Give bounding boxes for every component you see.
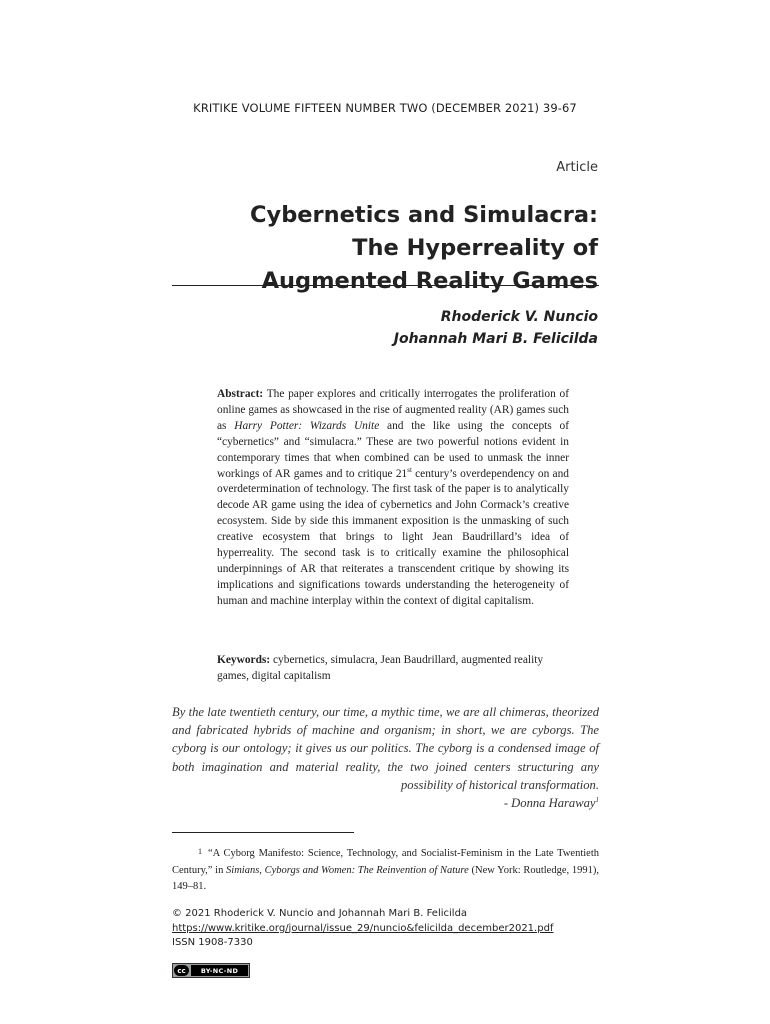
keywords-text: cybernetics, simulacra, Jean Baudrillard, augmented reality games, digital capitalism	[217, 654, 544, 682]
title-line-2: The Hyperreality of	[352, 235, 598, 261]
epigraph-quote: By the late twentieth century, our time, a mythic time, we are all chimeras, theorized and fabricated hybrids of machine and organism; in short, we are cyborgs. The cyborg is our ontology; it gives us our politics. The cyborg is a condensed image of both imagination and material reality, the two joined centers structuring any possibility of historical transformation.	[172, 705, 599, 792]
abstract-label: Abstract:	[217, 388, 264, 400]
copyright-block	[172, 907, 553, 951]
abstract	[217, 387, 569, 610]
footnote-number: 1	[198, 847, 202, 856]
footnote-text-1: “A Cyborg Manifesto: Science, Technology, and Socialist-Feminism in the Late Twentieth Century,” in	[172, 848, 599, 876]
footnote-book-title: Simians, Cyborgs and Women: The Reinvention of Nature	[226, 864, 469, 876]
article-title	[158, 199, 598, 298]
issn: ISSN 1908-7330	[172, 937, 253, 948]
cc-license-badge[interactable]	[172, 963, 250, 978]
epigraph-attribution-line	[172, 794, 599, 812]
abstract-text-3: century’s overdependency on and overdetermination of technology. The first task of the paper is to analytically decode AR game using the idea of cybernetics and John Cormack’s creative ecosystem. Side by side this immanent exposition is the unmasking of such creative ecosystem that brings to light Jean Baudrillard’s idea of hyperreality. The second task is to critically examine the philosophical underpinnings of AR that reiterates a transcendent critique by showing its implications and significations towards understanding the heterogeneity of human and machine interplay within the context of digital capitalism.	[217, 467, 569, 607]
author-1: Rhoderick V. Nuncio	[440, 309, 598, 325]
title-divider	[172, 285, 599, 286]
abstract-game-title: Harry Potter: Wizards Unite	[234, 419, 380, 432]
title-line-3: Augmented Reality Games	[261, 268, 598, 294]
abstract-superscript: st	[407, 465, 412, 474]
footnote-reference[interactable]: 1	[595, 795, 599, 804]
authors	[394, 306, 598, 350]
keywords-label: Keywords:	[217, 654, 271, 666]
epigraph	[172, 703, 599, 812]
abstract-text-1: The paper explores and critically interrogates the proliferation of online games as showcased in the rise of augmented reality (AR) games such as	[217, 388, 569, 432]
footnote	[172, 844, 599, 896]
copyright-line: © 2021 Rhoderick V. Nuncio and Johannah Mari B. Felicilda	[172, 908, 468, 919]
cc-license-terms: BY-NC-ND	[191, 965, 248, 976]
running-header: KRITIKE VOLUME FIFTEEN NUMBER TWO (DECEMBER 2021) 39-67	[193, 101, 577, 115]
abstract-text-2: and the like using the concepts of “cybernetics” and “simulacra.” These are two powerful notions evident in contemporary times that when combined can be used to unmask the inner workings of AR games and to critique 21	[217, 419, 569, 480]
article-url-link[interactable]: https://www.kritike.org/journal/issue_29/nuncio&felicilda_december2021.pdf	[172, 922, 554, 934]
epigraph-attribution: - Donna Haraway	[503, 796, 596, 811]
cc-logo-icon: cc	[174, 965, 189, 976]
author-2: Johannah Mari B. Felicilda	[393, 331, 598, 347]
footnote-divider	[172, 832, 354, 833]
keywords	[217, 653, 569, 685]
footnote-text-2: (New York: Routledge, 1991), 149–81.	[172, 864, 599, 892]
article-label: Article	[556, 160, 598, 175]
title-line-1: Cybernetics and Simulacra:	[250, 202, 598, 228]
